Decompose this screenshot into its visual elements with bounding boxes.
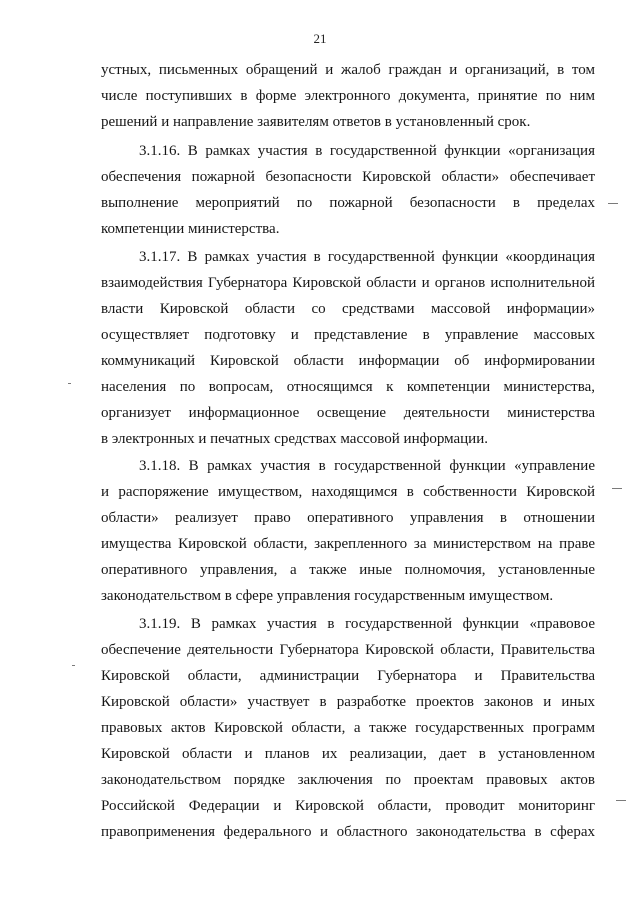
paragraph-first-line: 3.1.17. В рамках участия в государственной функции «координация	[139, 249, 595, 265]
text-line: компетенции министерства.	[101, 221, 280, 237]
text-line: обеспечение деятельности Губернатора Кировской области, Правительства	[101, 642, 595, 658]
page-number: 21	[313, 31, 327, 46]
text-line: Кировской области, администрации Губернатора и Правительства	[101, 668, 595, 684]
margin-mark	[72, 665, 75, 666]
text-line: выполнение мероприятий по пожарной безопасности в пределах	[101, 195, 595, 211]
text-line: законодательством в сфере управления государственным имуществом.	[101, 588, 554, 604]
text-line: населения по вопросам, относящимся к компетенции министерства,	[101, 379, 595, 395]
text-line: Российской Федерации и Кировской области, проводит мониторинг	[101, 798, 595, 814]
text-line: оперативного управления, а также иные полномочия, установленные	[101, 562, 595, 578]
paragraph-first-line: 3.1.19. В рамках участия в государственной функции «правовое	[139, 616, 595, 632]
text-line: обеспечения пожарной безопасности Кировской области» обеспечивает	[101, 169, 595, 185]
text-line: власти Кировской области со средствами массовой информации»	[101, 301, 595, 317]
text-line: числе поступивших в форме электронного документа, принятие по ним	[101, 88, 595, 104]
text-line: коммуникаций Кировской области информации об информировании	[101, 353, 595, 369]
text-line: организует информационное освещение деятельности министерства	[101, 405, 595, 421]
margin-mark	[68, 383, 71, 384]
text-line: решений и направление заявителям ответов в установленный срок.	[101, 114, 531, 130]
text-line: законодательством порядке заключения по проектам правовых актов	[101, 772, 595, 788]
text-line: правоприменения федерального и областного законодательства в сферах	[101, 824, 595, 840]
paragraph-first-line: 3.1.16. В рамках участия в государственной функции «организация	[139, 143, 595, 159]
text-line: правовых актов Кировской области, а также государственных программ	[101, 720, 595, 736]
margin-mark	[616, 800, 626, 801]
text-line: осуществляет подготовку и представление в управление массовых	[101, 327, 595, 343]
text-line: Кировской области и планов их реализации, дает в установленном	[101, 746, 595, 762]
margin-mark	[612, 488, 622, 489]
text-line: Кировской области» участвует в разработке проектов законов и иных	[101, 694, 595, 710]
text-line: взаимодействия Губернатора Кировской области и органов исполнительной	[101, 275, 595, 291]
text-line: в электронных и печатных средствах массовой информации.	[101, 431, 488, 447]
text-line: имущества Кировской области, закрепленного за министерством на праве	[101, 536, 595, 552]
text-line: устных, письменных обращений и жалоб граждан и организаций, в том	[101, 62, 595, 78]
margin-mark	[608, 203, 618, 204]
paragraph-first-line: 3.1.18. В рамках участия в государственной функции «управление	[139, 458, 595, 474]
text-line: и распоряжение имуществом, находящимся в собственности Кировской	[101, 484, 595, 500]
text-line: области» реализует право оперативного управления в отношении	[101, 510, 595, 526]
